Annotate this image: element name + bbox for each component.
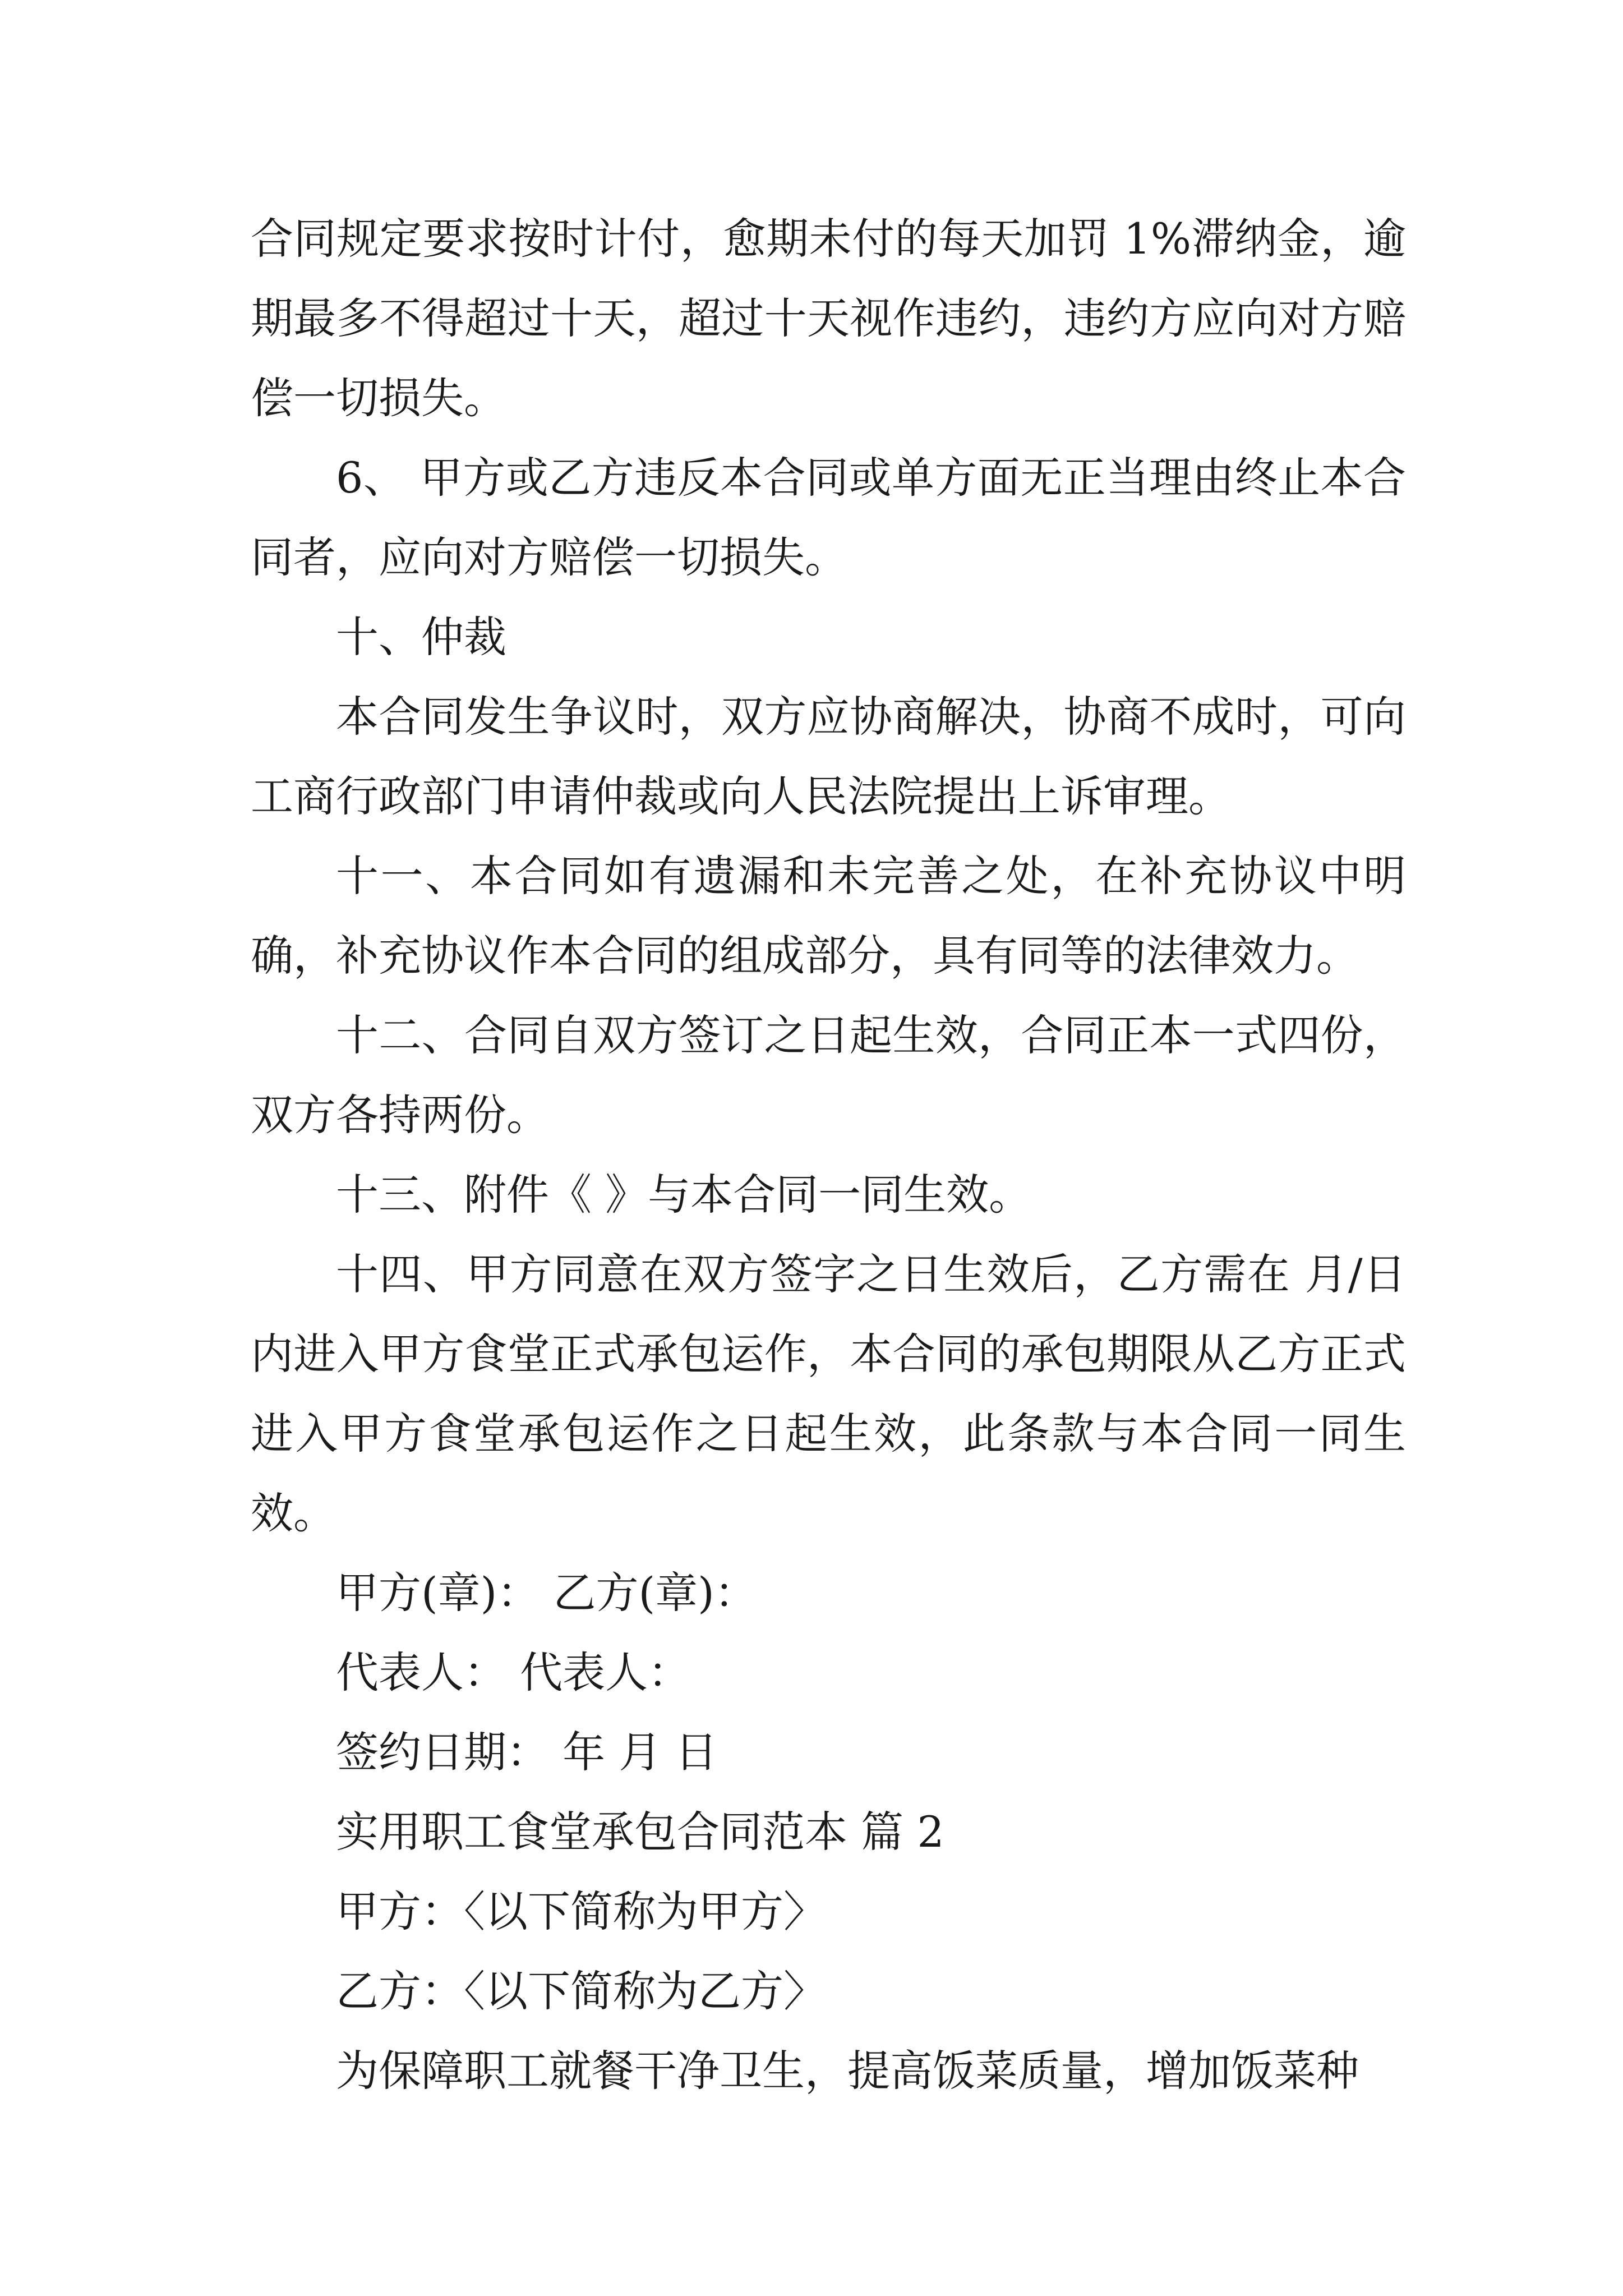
paragraph-intro-contract-2: 为保障职工就餐干净卫生，提高饭菜质量，增加饭菜种 (336, 2046, 1359, 2096)
paragraph-clause-11: 十一、本合同如有遗漏和未完善之处，在补充协议中明确，补充协议作本合同的组成部分，具有同等的法律效力。 (251, 851, 1406, 981)
party-a-line: 甲方：〈以下简称为甲方〉 (336, 1887, 826, 1936)
party-b-line: 乙方：〈以下简称为乙方〉 (336, 1966, 826, 2016)
paragraph-late-payment: 合同规定要求按时计付，愈期未付的每天加罚 1%滞纳金，逾期最多不得超过十天，超过十天视作违约，违约方应向对方赔偿一切损失。 (251, 214, 1406, 423)
paragraph-clause-13: 十三、附件《 》与本合同一同生效。 (336, 1170, 1032, 1220)
signature-date: 签约日期： 年 月 日 (336, 1727, 718, 1777)
document-body (251, 199, 1406, 2111)
section-title-contract-2: 实用职工食堂承包合同范本 篇 2 (336, 1807, 944, 1857)
paragraph-arbitration: 本合同发生争议时，双方应协商解决，协商不成时，可向工商行政部门申请仲裁或向人民法院提出上诉审理。 (251, 692, 1406, 821)
heading-arbitration: 十、仲裁 (336, 612, 506, 662)
signature-party-seals: 甲方(章)： 乙方(章)： (336, 1568, 757, 1618)
paragraph-clause-12: 十二、合同自双方签订之日起生效，合同正本一式四份，双方各持两份。 (251, 1010, 1406, 1140)
signature-representatives: 代表人： 代表人： (336, 1648, 691, 1697)
paragraph-clause-14: 十四、甲方同意在双方签字之日生效后，乙方需在 月/日内进入甲方食堂正式承包运作，本合同的承包期限从乙方正式进入甲方食堂承包运作之日起生效，此条款与本合同一同生效。 (251, 1249, 1406, 1538)
paragraph-clause-6: 6、 甲方或乙方违反本合同或单方面无正当理由终止本合同者，应向对方赔偿一切损失。 (251, 453, 1406, 582)
